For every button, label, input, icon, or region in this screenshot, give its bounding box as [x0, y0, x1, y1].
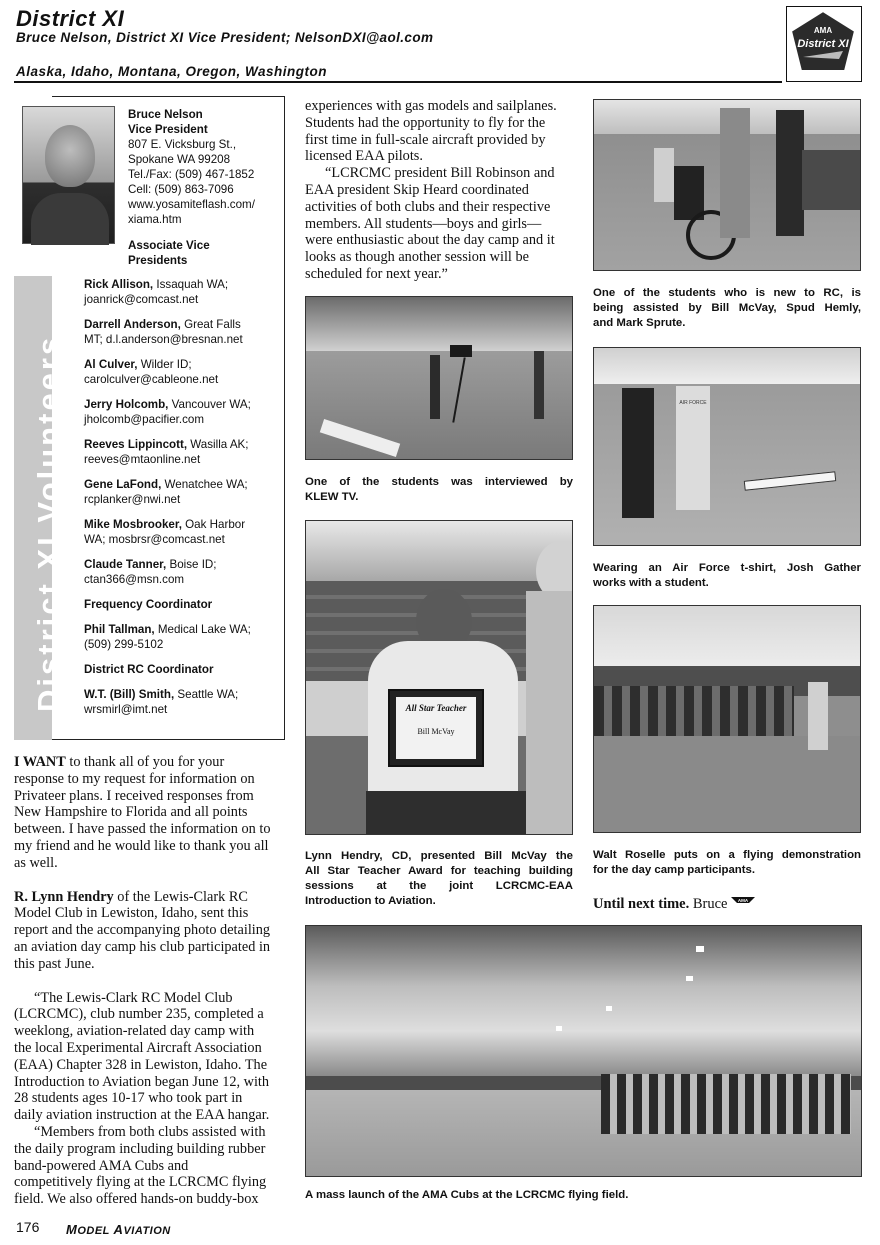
volunteer-entry: Claude Tanner, Boise ID; ctan366@msn.com	[84, 558, 217, 586]
photo-wheelchair-student	[593, 99, 861, 271]
vp-contact-line: Bruce Nelson, District XI Vice President; NelsonDXI@aol.com	[16, 30, 434, 45]
paragraph-hendry: R. Lynn Hendry of the Lewis-Clark RC Model Club in Lewiston, Idaho, sent this report and the accompanying photo detailing an aviation day camp his club participated in this past June.	[14, 888, 271, 972]
header-rule	[14, 81, 782, 83]
column-2-text	[305, 98, 577, 283]
volunteer-entry: Al Culver, Wilder ID; carolculver@cableone.net	[84, 358, 219, 386]
bruce-nelson-portrait	[22, 106, 115, 244]
svg-text:District XI: District XI	[797, 38, 849, 50]
page-number: 176	[16, 1219, 40, 1235]
caption-mass-launch: A mass launch of the AMA Cubs at the LCRCMC flying field.	[305, 1189, 629, 1201]
volunteer-entry: Jerry Holcomb, Vancouver WA; jholcomb@pacifier.com	[84, 398, 251, 426]
caption-air-force: Wearing an Air Force t-shirt, Josh Gather works with a student.	[593, 562, 861, 589]
svg-text:AMA: AMA	[738, 898, 749, 903]
award-plaque: All Star Teacher Bill McVay	[388, 689, 484, 767]
volunteer-entry: Gene LaFond, Wenatchee WA; rcplanker@nwi.net	[84, 478, 248, 506]
volunteer-entry: Reeves Lippincott, Wasilla AK; reeves@mtaonline.net	[84, 438, 249, 466]
rc-coordinator-entry: W.T. (Bill) Smith, Seattle WA; wrsmirl@imt.net	[84, 688, 239, 716]
volunteer-entry: Darrell Anderson, Great Falls MT; d.l.anderson@bresnan.net	[84, 318, 243, 346]
volunteer-entry: Mike Mosbrooker, Oak Harbor WA; mosbrsr@comcast.net	[84, 518, 246, 546]
volunteer-entry: Rick Allison, Issaquah WA; joanrick@comcast.net	[84, 278, 229, 306]
photo-klew-tv-interview	[305, 296, 573, 460]
photo-flying-demonstration	[593, 605, 861, 833]
district-title: District XI	[16, 6, 125, 31]
sign-off: Until next time. Bruce AMA	[593, 895, 755, 913]
paragraph-experiences: experiences with gas models and sailplanes. Students had the opportunity to fly for the first time in full-scale aircraft provided by licensed EAA pilots.	[305, 98, 557, 165]
column-1-text	[14, 754, 289, 1208]
frequency-entry: Phil Tallman, Medical Lake WA; (509) 299-5102	[84, 623, 251, 651]
sidebar-band-title: District XI Volunteers	[31, 334, 66, 712]
caption-award: Lynn Hendry, CD, presented Bill McVay the All Star Teacher Award for teaching building sessions at the joint LCRCMC-EAA Introduction to Aviation.	[305, 850, 573, 907]
paragraph-intro: I WANT to thank all of you for your response to my request for information on Privateer plans. I received responses from New Hampshire to Florida and all points between. I have passed the information on to my friend and he would like to thank you all as well.	[14, 754, 271, 871]
photo-air-force-shirt: AIR FORCE	[593, 347, 861, 546]
caption-wheelchair: One of the students who is new to RC, is being assisted by Bill McVay, Spud Hemly, and Mark Sprute.	[593, 287, 861, 329]
volunteer-list	[84, 277, 280, 717]
paragraph-members: “Members from both clubs assisted with the daily program including building rubber band-powered AMA Cubs and competitively flying at the LCRCMC flying field. We also offered hands-on buddy-box	[14, 1123, 267, 1208]
svg-text:AMA: AMA	[813, 26, 833, 35]
frequency-heading: Frequency Coordinator	[84, 598, 213, 611]
ama-wing-icon	[731, 895, 755, 907]
caption-klew-tv: One of the students was interviewed by KLEW TV.	[305, 476, 573, 503]
vp-contact-block: Bruce Nelson Vice President 807 E. Vicksburg St., Spokane WA 99208 Tel./Fax: (509) 467-1852 Cell: (509) 863-7096 www.yosamiteflash.com/ xiama.htm Associate Vice Presidents	[128, 108, 255, 267]
magazine-name: MODEL AVIATION	[66, 1222, 171, 1237]
rc-coordinator-heading: District RC Coordinator	[84, 663, 214, 676]
caption-flying-demonstration: Walt Roselle puts on a flying demonstration for the day camp participants.	[593, 849, 861, 876]
ama-district-xi-logo-icon	[787, 7, 860, 80]
district-states: Alaska, Idaho, Montana, Oregon, Washington	[16, 64, 328, 79]
district-logo	[786, 6, 862, 82]
paragraph-lcrcmc: “The Lewis-Clark RC Model Club (LCRCMC), club number 235, completed a weeklong, aviation-related day camp with the local Experimental Aircraft Association (EAA) Chapter 328 in Lewiston, Idaho. The Introduction to Aviation began June 12, with 28 students ages 10-17 who took part in daily aviation instruction at the EAA hangar.	[14, 989, 270, 1124]
photo-mass-launch	[305, 925, 862, 1177]
photo-award-presentation	[305, 520, 573, 835]
paragraph-presidents: “LCRCMC president Bill Robinson and EAA president Skip Heard coordinated activities of both clubs and their respective members. All students—boys and girls— were enthusiastic about the day camp and it looks as though another session will be scheduled for next year.”	[305, 165, 555, 282]
